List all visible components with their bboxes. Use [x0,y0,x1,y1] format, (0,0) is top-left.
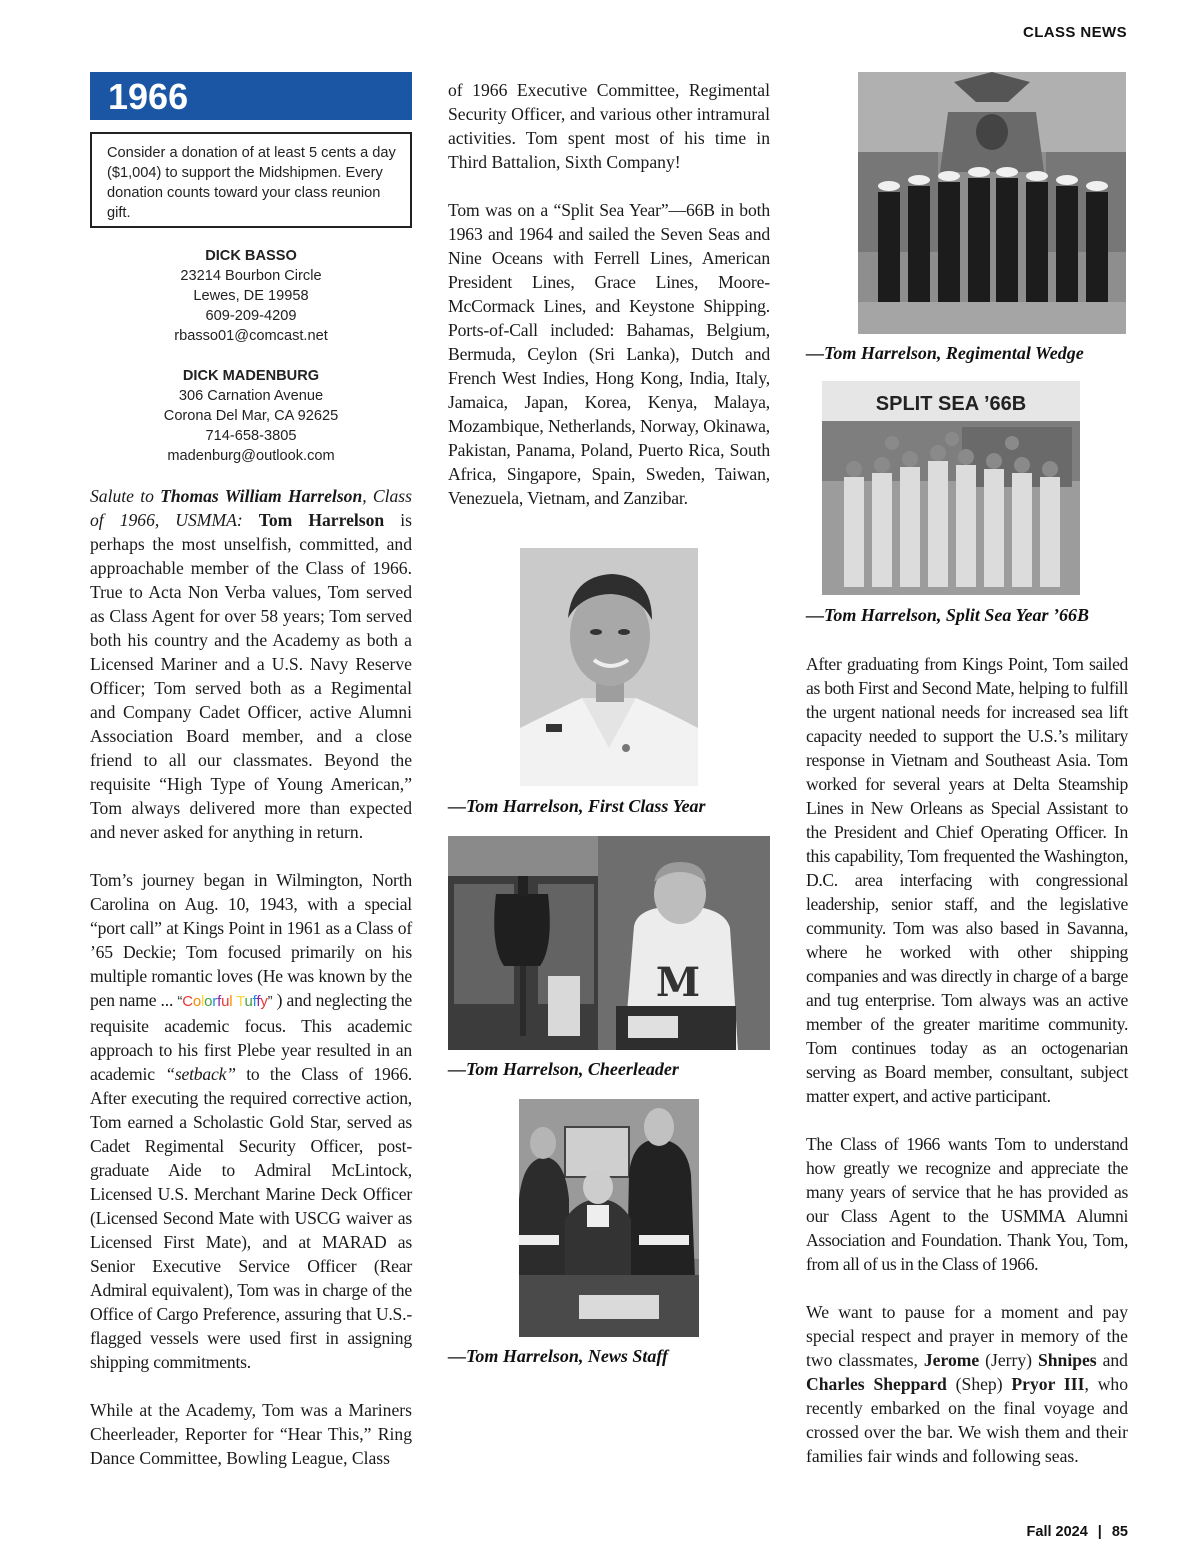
memory-charles: Charles Sheppard [806,1374,947,1394]
memory-shep: (Shep) [955,1374,1003,1394]
contact-name: DICK BASSO [205,248,297,264]
memory-jerome: Jerome [923,1350,980,1370]
contact-phone: 714-658-3805 [205,428,297,444]
footer-separator: | [1097,1524,1102,1540]
pen-name-letter: T [236,993,245,1010]
after-grad-paragraph: After graduating from Kings Point, Tom sailed as both First and Second Mate, helping to fulfill the urgent national needs for increased sea lift capacity needed to support the U.S.’s military response in Vietnam and Southeast Asia. Tom worked for several years at Delta Steamship Lines in New Orleans as Special Assistant to the President and Chief Operating Officer. In this capability, Tom frequented the Washington, D.C. area interfacing with congressional leadership, senior staff, and the legislative community. Tom was also based in Savanna, where he worked with other shipping companies and was directly in charge of a barge and tug enterprise. Tom always was an active member of the greater maritime community. Tom continues today as an octogenarian serving as Board member, consultant, subject matter expert, and active participant. [806,654,1128,1106]
academy-paragraph-cont: of 1966 Executive Committee, Regimental Security Officer, and various other intramural activities. Tom spent most of his time in Third Battalion, Sixth Company! [448,80,770,172]
pen-name-letter: y [260,993,268,1010]
class-year-heading: 1966 [90,72,412,120]
news-staff-photo [519,1099,699,1337]
contact-email[interactable]: madenburg@outlook.com [167,448,335,464]
contact-card [90,246,412,346]
pen-name-letter: C [182,993,193,1010]
contact-city: Lewes, DE 19958 [193,288,309,304]
intro-bold-name: Tom Harrelson [258,510,385,530]
article-column-1 [90,484,412,1470]
sweater-letter: M [655,959,701,1006]
pen-name-letter: u [244,993,253,1010]
contact-card [90,366,412,466]
journey-text-c: to the Class of 1966. After executing the required corrective action, Tom earned a Scholastic Gold Star, served as Cadet Regimental Security Officer, post-graduate Aide to Admiral McLintock, Licensed U.S. Merchant Marine Deck Officer (Licensed Second Mate with USCG waiver as Licensed First Mate), and at MARAD as Senior Executive Service Officer (Rear Admiral equivalent), Tom was in charge of the Office of Cargo Preference, assuring that U.S.-flagged vessels were used first in assigning shipping commitments. [90,1064,412,1372]
journey-setback: “setback” [165,1064,236,1084]
cheerleader-photo [448,836,770,1050]
memory-paragraph [806,1300,1128,1468]
pen-name-letter: o [204,993,213,1010]
banner-text: SPLIT SEA ’66B [875,393,1027,415]
donation-text: Consider a donation of at least 5 cents a day ($1,004) to support the Midshipmen. Every donation counts toward your class reunion gift. [107,145,396,221]
contact-street: 306 Carnation Avenue [178,388,324,404]
page-number: 85 [1111,1524,1128,1540]
journey-text-a: Tom’s journey began in Wilmington, North Carolina on Aug. 10, 1943, with a special “port call” at Kings Point in 1961 as a Class of ’65 Deckie; Tom focused primarily on his multiple romantic loves (He was known by the pen name ... [90,870,412,1010]
pen-name-letter: “ [177,993,183,1010]
intro-class: , Class of 1966, USMMA: [90,486,412,530]
contact-name: DICK MADENBURG [182,368,320,384]
article-column-3 [806,652,1128,1468]
intro-salute: Salute to [90,486,154,506]
pen-name-colorful [177,990,272,1010]
issue-label: Fall 2024 [1026,1524,1088,1540]
academy-paragraph: While at the Academy, Tom was a Mariners Cheerleader, Reporter for “Hear This,” Ring Dance Committee, Bowling League, Class [90,1400,412,1468]
contact-phone: 609-209-4209 [205,308,297,324]
pen-name-letter: u [221,993,230,1010]
pen-name-letter: l [201,993,205,1010]
caption-first-class-year: —Tom Harrelson, First Class Year [448,796,706,816]
memory-text-b: , who recently embarked on the final voyage and crossed over the bar. We wish them and their families fair winds and following seas. [806,1374,1128,1466]
regimental-wedge-photo [858,72,1126,334]
pen-name-letter: f [217,993,222,1010]
pen-name-letter: o [192,993,201,1010]
memory-shnipes: Shnipes [1037,1350,1097,1370]
pen-name-letter: f [252,993,257,1010]
memory-pryor: Pryor III [1011,1374,1085,1394]
split-sea-year-photo [822,381,1080,595]
contact-city: Corona Del Mar, CA 92625 [163,408,339,424]
donation-box [90,132,412,228]
contact-email[interactable]: rbasso01@comcast.net [174,328,328,344]
caption-split-sea-year: —Tom Harrelson, Split Sea Year ’66B [806,605,1090,625]
section-label: CLASS NEWS [1022,24,1127,41]
pen-name-letter: r [212,993,218,1010]
memory-jerry: (Jerry) [985,1350,1033,1370]
caption-news-staff: —Tom Harrelson, News Staff [448,1346,669,1366]
pen-name-letter: l [229,993,233,1010]
contact-street: 23214 Bourbon Circle [180,268,322,284]
intro-body: is perhaps the most unselfish, committed, and approachable member of the Class of 1966. True to Acta Non Verba values, Tom served as Class Agent for over 58 years; Tom served both his country and the Academy as both a Licensed Mariner and a U.S. Navy Reserve Officer; Tom served both as a Regimental and Company Cadet Officer, active Alumni Association Board member, and a close friend to all our classmates. Beyond the requisite “High Type of Young American,” Tom always delivered more than expected and never asked for anything in return. [90,510,412,842]
journey-text-b: ) and neglecting the requisite academic focus. This academic approach to his first Plebe year resulted in an academic [90,990,412,1084]
intro-name: Thomas William Harrelson [160,486,363,506]
journey-paragraph [90,868,412,1374]
thanks-paragraph: The Class of 1966 wants Tom to understand how greatly we recognize and appreciate the many years of service that he has provided as our Class Agent to the USMMA Alumni Association and Foundation. Thank You, Tom, from all of us in the Class of 1966. [806,1134,1128,1274]
caption-regimental-wedge: —Tom Harrelson, Regimental Wedge [806,343,1084,363]
portrait-photo [520,548,698,786]
pen-name-letter: f [256,993,261,1010]
sea-year-paragraph: Tom was on a “Split Sea Year”—66B in both 1963 and 1964 and sailed the Seven Seas and Nine Oceans with Ferrell Lines, American President Lines, Grace Lines, Moore-McCormack Lines, and Keystone Shipping. Ports-of-Call included: Bahamas, Belgium, Bermuda, Ceylon (Sri Lanka), Dutch and French West Indies, Hong Kong, India, Italy, Jamaica, Japan, Korea, Kenya, Malaya, Mozambique, Netherlands, Norway, Okinawa, Pakistan, Panama, Poland, Puerto Rica, South Africa, Singapore, Spain, Sweden, Taiwan, Venezuela, Vietnam, and Zanzibar. [448,200,770,508]
article-column-2 [448,78,770,510]
memory-text-a: We want to pause for a moment and pay special respect and prayer in memory of the two classmates, [806,1302,1128,1370]
pen-name-letter: ” [267,993,273,1010]
intro-paragraph [90,484,412,844]
caption-cheerleader: —Tom Harrelson, Cheerleader [448,1059,679,1079]
memory-and: and [1102,1350,1128,1370]
page-footer [1027,1524,1128,1540]
